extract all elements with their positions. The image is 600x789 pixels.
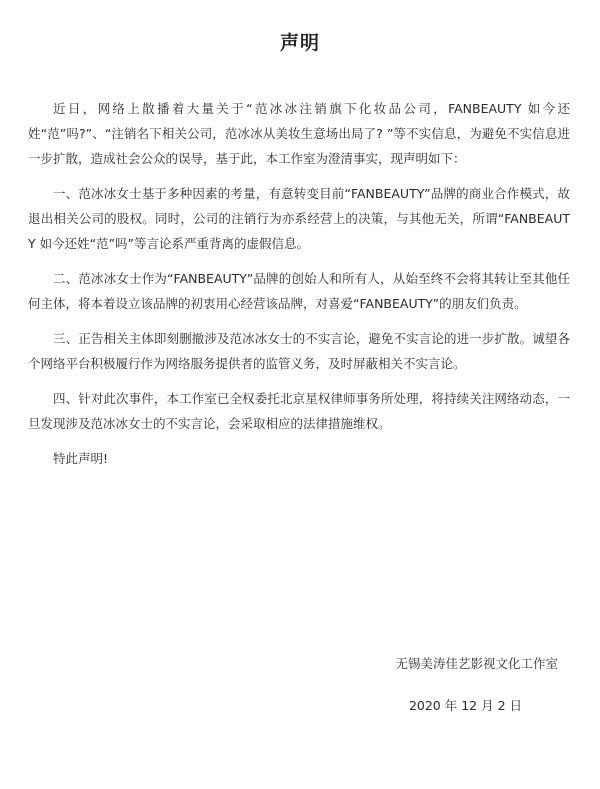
point-one-paragraph: 一、范冰冰女士基于多种因素的考量，有意转变目前“FANBEAUTY”品牌的商业合作模式，故退出相关公司的股权。同时，公司的注销行为亦系经营上的决策，与其他无关，所谓“FANBEAUTY 如今还姓“范”吗”等言论系严重背离的虚假信息。	[28, 186, 570, 251]
intro-paragraph: 近日，网络上散播着大量关于“范冰冰注销旗下化妆品公司，FANBEAUTY 如今还姓“范”吗?”、“注销名下相关公司，范冰冰从美妆生意场出局了? ”等不实信息，为避免不实信息进一步扩散，造成社会公众的误导，基于此，本工作室为澄清事实，现声明如下：	[28, 101, 570, 166]
document-title: 声明	[279, 32, 320, 54]
point-four-paragraph: 四、针对此次事件，本工作室已全权委托北京星权律师事务所处理，将持续关注网络动态，一旦发现涉及范冰冰女士的不实言论，会采取相应的法律措施维权。	[28, 391, 570, 431]
closing-line: 特此声明!	[53, 451, 109, 466]
statement-body	[28, 96, 570, 481]
signature-organization: 无锡美涛佳艺影视文化工作室	[395, 656, 558, 671]
point-three-paragraph: 三、正告相关主体即刻删撤涉及范冰冰女士的不实言论，避免不实言论的进一步扩散。诚望各个网络平台积极履行作为网络服务提供者的监管义务，及时屏蔽相关不实言论。	[28, 331, 570, 371]
point-two-paragraph: 二、范冰冰女士作为“FANBEAUTY”品牌的创始人和所有人，从始至终不会将其转让至其他任何主体，将本着设立该品牌的初衷用心经营该品牌，对喜爱“FANBEAUTY”的朋友们负责。	[28, 271, 570, 311]
signature-date: 2020 年 12 月 2 日	[408, 698, 522, 713]
